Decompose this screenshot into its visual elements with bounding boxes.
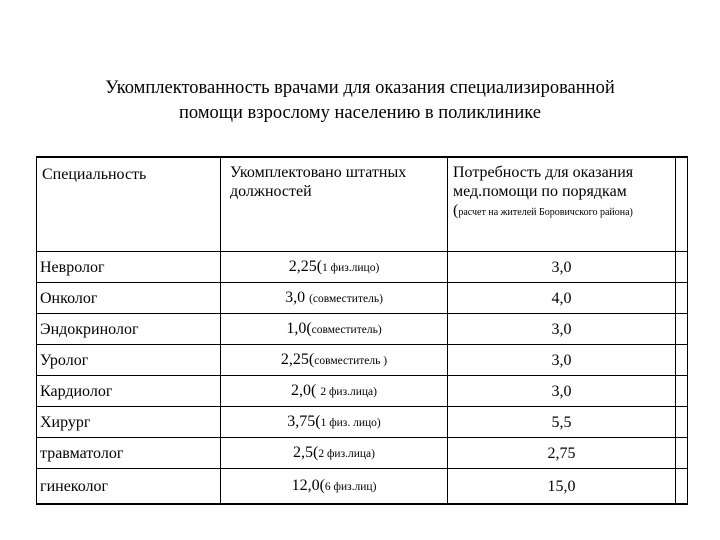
cell-specialty: травматолог: [37, 438, 221, 469]
cell-staffed-value: 12,0(: [291, 476, 325, 494]
cell-specialty: Онколог: [37, 283, 221, 314]
narrow-cell: [676, 407, 688, 438]
cell-need: 5,5: [448, 407, 676, 438]
cell-staffed: [221, 252, 448, 283]
header-specialty: Специальность: [37, 157, 221, 252]
cell-staffed: [221, 469, 448, 505]
table-row: [37, 469, 688, 505]
cell-specialty: Кардиолог: [37, 376, 221, 407]
cell-staffed-value: 3,0: [285, 288, 310, 306]
table-row: [37, 407, 688, 438]
cell-staffed: [221, 407, 448, 438]
cell-staffed: [221, 376, 448, 407]
cell-need: 3,0: [448, 252, 676, 283]
header-need-main: Потребность для оказания мед.помощи по порядкам: [453, 164, 634, 200]
cell-need: 3,0: [448, 376, 676, 407]
header-staffed: Укомплектовано штатных должностей: [221, 157, 448, 252]
table-row: [37, 252, 688, 283]
header-need-note: расчет на жителей Боровичского района): [458, 207, 633, 218]
cell-staffed-note: совместитель ): [314, 354, 388, 367]
table-row: [37, 314, 688, 345]
cell-need: 15,0: [448, 469, 676, 505]
narrow-cell: [676, 345, 688, 376]
cell-staffed-note: 2 физ.лица): [320, 385, 377, 398]
title-line-1: Укомплектованность врачами для оказания специализированной: [105, 78, 615, 98]
cell-staffed-note: 1 физ.лицо): [322, 261, 380, 274]
staffing-table: [36, 156, 688, 505]
cell-staffed-value: 2,5(: [293, 443, 319, 461]
narrow-cell: [676, 314, 688, 345]
cell-staffed-value: 1,0(: [286, 319, 312, 337]
cell-staffed: [221, 314, 448, 345]
table-row: [37, 376, 688, 407]
cell-staffed: [221, 345, 448, 376]
narrow-cell: [676, 283, 688, 314]
cell-need: 3,0: [448, 345, 676, 376]
header-need-paren: (: [453, 202, 459, 219]
cell-specialty: Эндокринолог: [37, 314, 221, 345]
cell-need: 2,75: [448, 438, 676, 469]
cell-specialty: Уролог: [37, 345, 221, 376]
cell-need: 3,0: [448, 314, 676, 345]
cell-staffed-note: 2 физ.лица): [318, 447, 375, 460]
cell-staffed: [221, 283, 448, 314]
cell-specialty: Хирург: [37, 407, 221, 438]
narrow-cell: [676, 252, 688, 283]
cell-specialty: Невролог: [37, 252, 221, 283]
cell-staffed-note: совместитель): [311, 323, 382, 336]
cell-staffed: [221, 438, 448, 469]
header-narrow-cell: [676, 157, 688, 252]
cell-staffed-note: 1 физ. лицо): [320, 416, 381, 429]
narrow-cell: [676, 438, 688, 469]
cell-staffed-value: 3,75(: [287, 412, 321, 430]
cell-staffed-value: 2,0(: [291, 381, 321, 399]
narrow-cell: [676, 376, 688, 407]
header-need: [448, 157, 676, 252]
title-line-2: помощи взрослому населению в поликлинике: [179, 103, 541, 123]
narrow-cell: [676, 469, 688, 505]
cell-need: 4,0: [448, 283, 676, 314]
cell-staffed-note: (совместитель): [309, 292, 383, 305]
table-header-row: [37, 157, 688, 252]
cell-staffed-note: 6 физ.лиц): [324, 480, 377, 493]
cell-specialty: гинеколог: [37, 469, 221, 505]
table-row: [37, 438, 688, 469]
page-title: [20, 76, 700, 126]
cell-staffed-value: 2,25(: [280, 350, 315, 368]
table-row: [37, 345, 688, 376]
cell-staffed-value: 2,25(: [288, 257, 323, 275]
table-row: [37, 283, 688, 314]
